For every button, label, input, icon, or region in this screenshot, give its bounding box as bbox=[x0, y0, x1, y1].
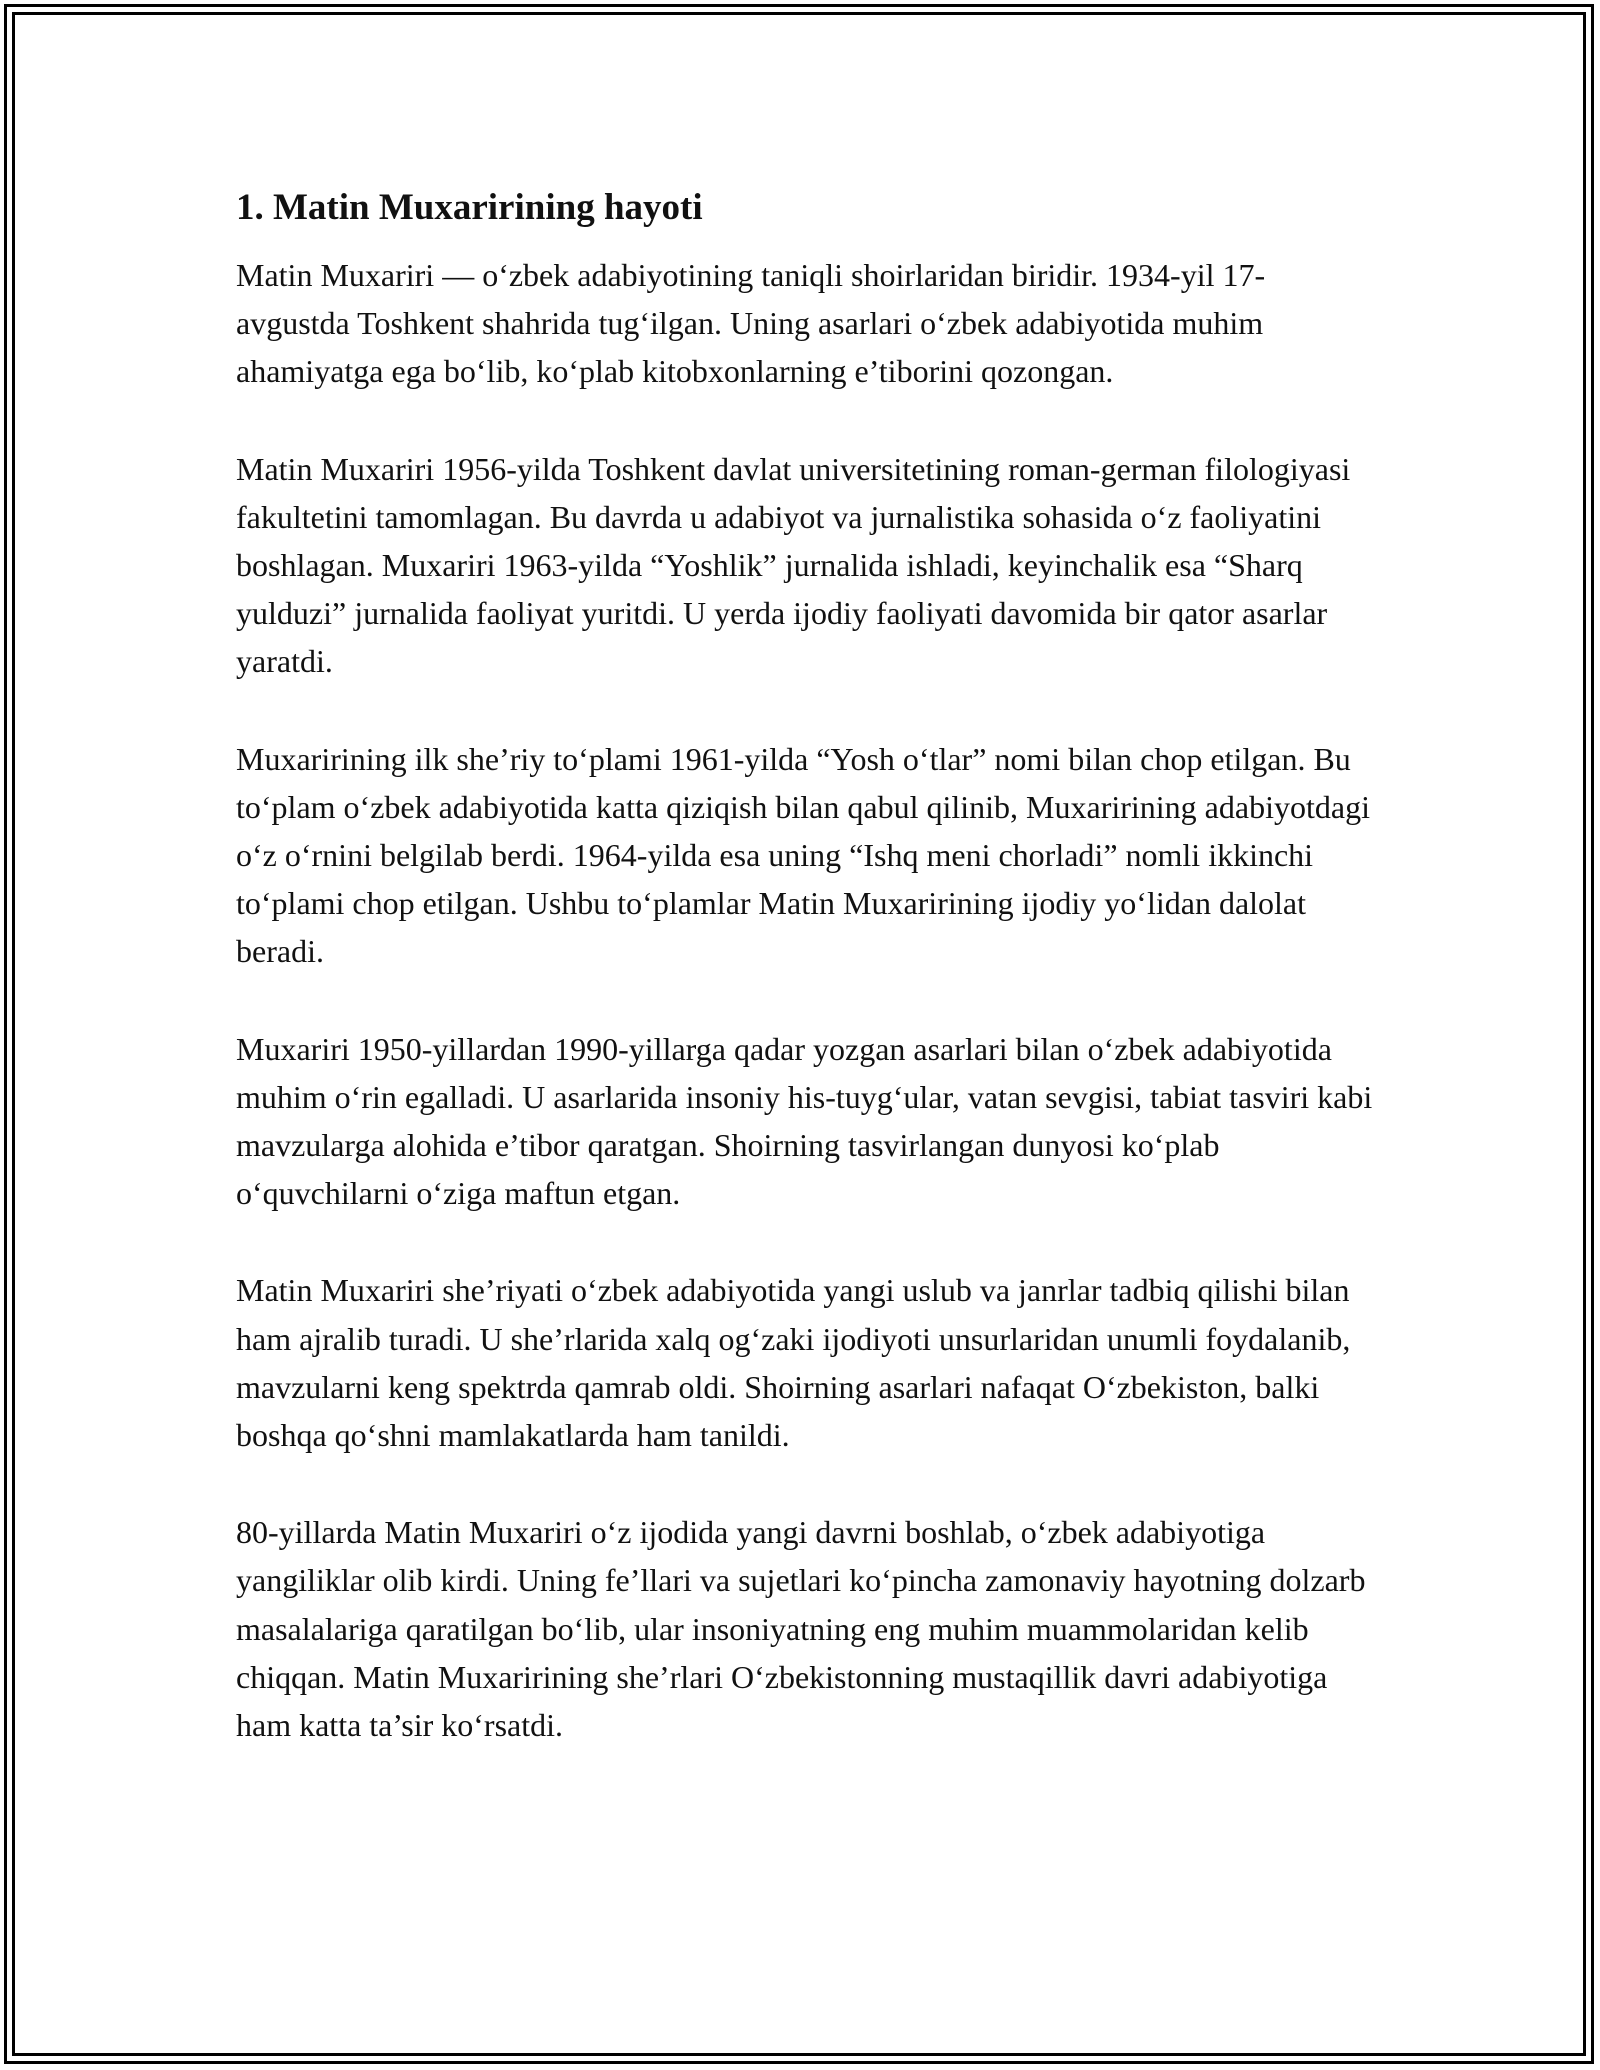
paragraph-6: 80-yillarda Matin Muxariri o‘z ijodida yangi davrni boshlab, o‘zbek adabiyotiga yangiliklar olib kirdi. Uning fe’llari va sujetlari ko‘pincha zamonaviy hayotning dolzarb masalalariga qaratilgan bo‘lib, ular insoniyatning eng muhim muammolaridan kelib chiqqan. Matin Muxaririning she’rlari O‘zbekistonning mustaqillik davri adabiyotiga ham katta ta’sir ko‘rsatdi. bbox=[236, 1514, 1366, 1744]
document-body bbox=[236, 185, 1376, 1798]
section-heading: 1. Matin Muxaririning hayoti bbox=[236, 187, 703, 228]
paragraph-1: Matin Muxariri — o‘zbek adabiyotining taniqli shoirlaridan biridir. 1934-yil 17-avgustda Toshkent shahrida tug‘ilgan. Uning asarlari o‘zbek adabiyotida muhim ahamiyatga ega bo‘lib, ko‘plab kitobxonlarning e’tiborini qozongan. bbox=[236, 257, 1266, 390]
paragraph-3: Muxaririning ilk she’riy to‘plami 1961-yilda “Yosh o‘tlar” nomi bilan chop etilgan. Bu to‘plam o‘zbek adabiyotida katta qiziqish bilan qabul qilinib, Muxaririning adabiyotdagi o‘z o‘rnini belgilab berdi. 1964-yilda esa uning “Ishq meni chorladi” nomli ikkinchi to‘plami chop etilgan. Ushbu to‘plamlar Matin Muxaririning ijodiy yo‘lidan dalolat beradi. bbox=[236, 740, 1370, 970]
paragraph-5: Matin Muxariri she’riyati o‘zbek adabiyotida yangi uslub va janrlar tadbiq qilishi bilan ham ajralib turadi. U she’rlarida xalq og‘zaki ijodiyoti unsurlaridan unumli foydalanib, mavzularni keng spektrda qamrab oldi. Shoirning asarlari nafaqat O‘zbekiston, balki boshqa qo‘shni mamlakatlarda ham tanildi. bbox=[236, 1272, 1351, 1454]
paragraph-2: Matin Muxariri 1956-yilda Toshkent davlat universitetining roman-german filologiyasi fakultetini tamomlagan. Bu davrda u adabiyot va jurnalistika sohasida o‘z faoliyatini boshlagan. Muxariri 1963-yilda “Yoshlik” jurnalida ishladi, keyinchalik esa “Sharq yulduzi” jurnalida faoliyat yuritdi. U yerda ijodiy faoliyati davomida bir qator asarlar yaratdi. bbox=[236, 450, 1351, 680]
paragraph-4: Muxariri 1950-yillardan 1990-yillarga qadar yozgan asarlari bilan o‘zbek adabiyotida muhim o‘rin egalladi. U asarlarida insoniy his-tuyg‘ular, vatan sevgisi, tabiat tasviri kabi mavzularga alohida e’tibor qaratgan. Shoirning tasvirlangan dunyosi ko‘plab o‘quvchilarni o‘ziga maftun etgan. bbox=[236, 1030, 1373, 1212]
